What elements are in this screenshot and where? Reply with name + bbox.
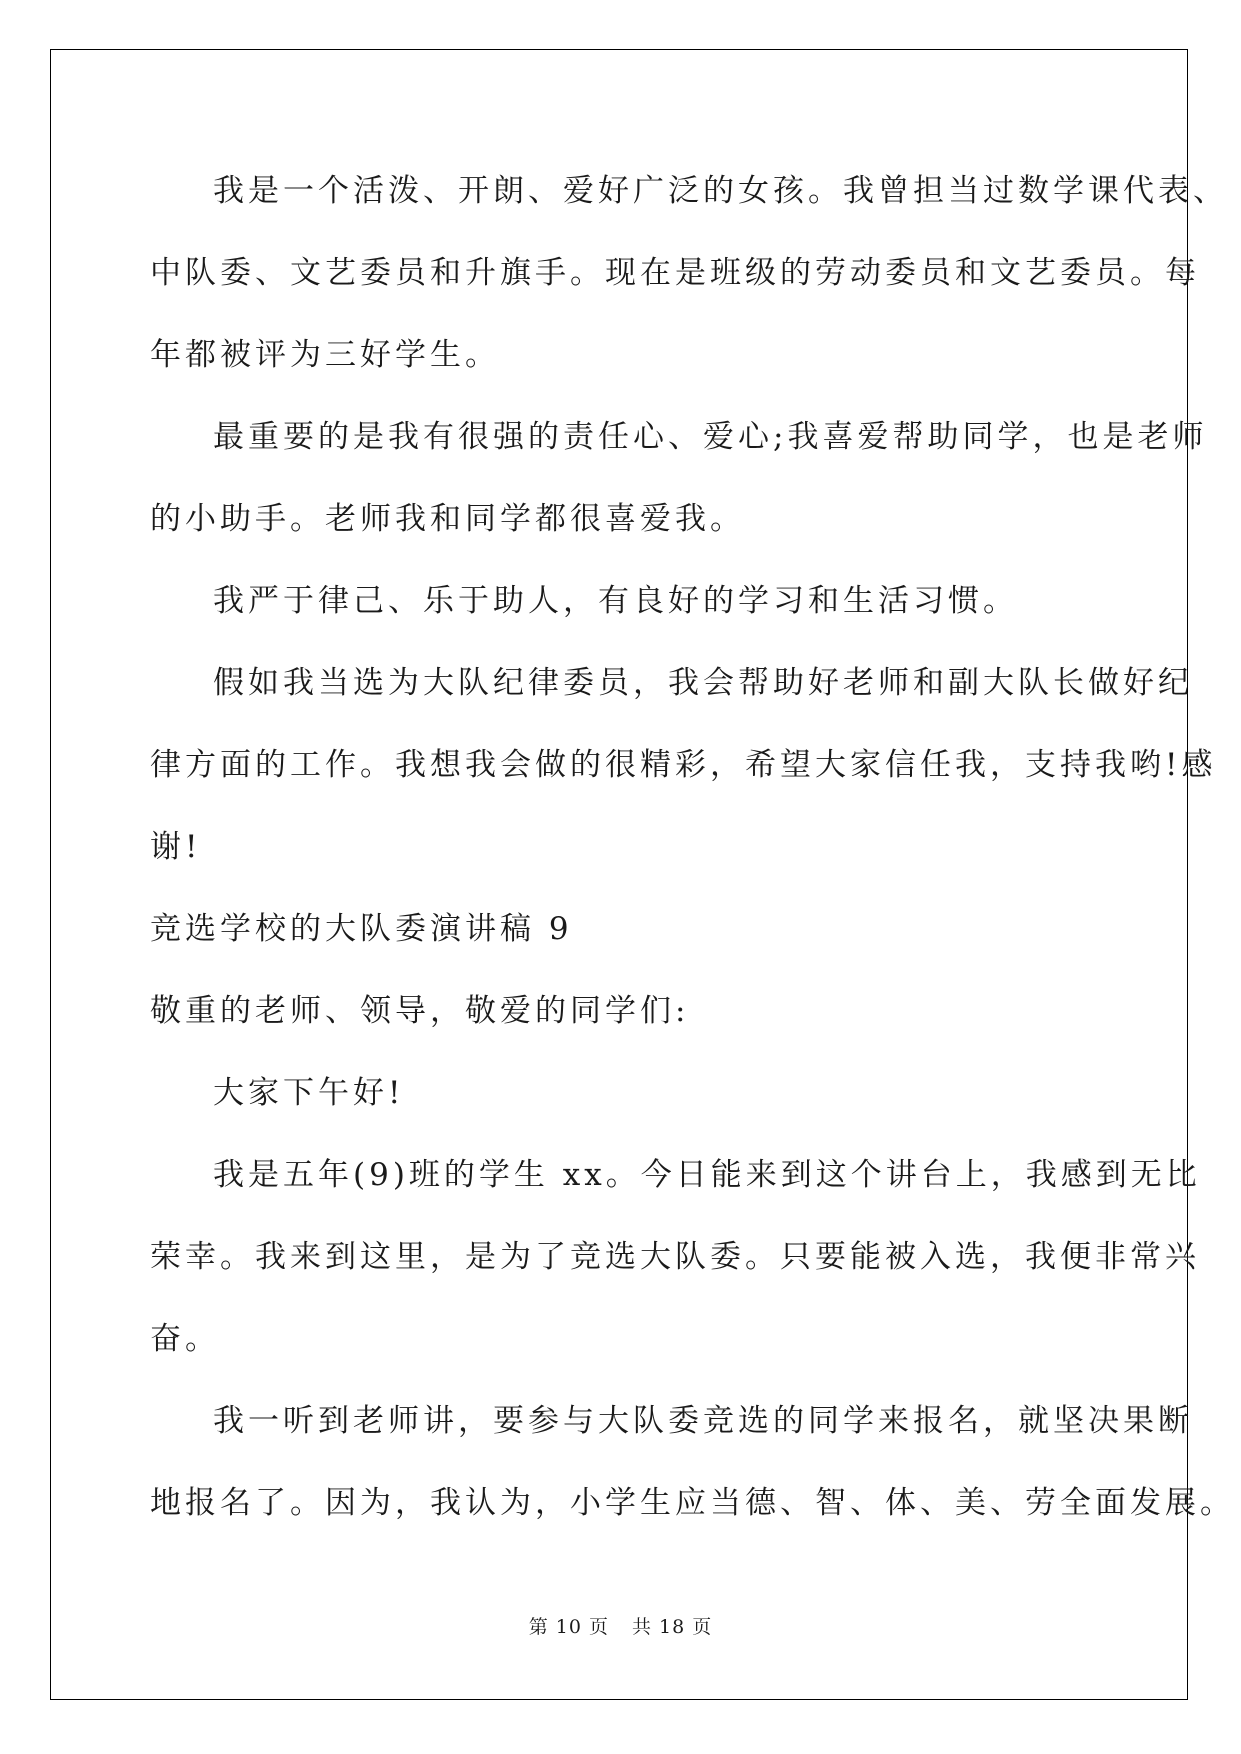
salutation: 敬重的老师、领导，敬爱的同学们: — [150, 993, 690, 1029]
page-total: 共 18 页 — [632, 1616, 713, 1638]
document-body — [150, 150, 1235, 1544]
text-line: 律方面的工作。我想我会做的很精彩，希望大家信任我，支持我哟!感 — [150, 747, 1217, 783]
text-line: 奋。 — [150, 1321, 220, 1357]
page-footer — [0, 1612, 1241, 1639]
text-line: 的小助手。老师我和同学都很喜爱我。 — [150, 501, 745, 537]
text-line: 我一听到老师讲，要参与大队委竞选的同学来报名，就坚决果断 — [213, 1403, 1193, 1439]
text-line: 我是一个活泼、开朗、爱好广泛的女孩。我曾担当过数学课代表、 — [213, 173, 1228, 209]
text-line: 荣幸。我来到这里，是为了竞选大队委。只要能被入选，我便非常兴 — [150, 1239, 1200, 1275]
text-line: 中队委、文艺委员和升旗手。现在是班级的劳动委员和文艺委员。每 — [150, 255, 1200, 291]
text-line: 年都被评为三好学生。 — [150, 337, 500, 373]
greeting: 大家下午好! — [213, 1075, 405, 1111]
text-line: 谢! — [150, 829, 202, 865]
text-line: 我是五年(9)班的学生 xx。今日能来到这个讲台上，我感到无比 — [213, 1157, 1201, 1193]
page-number: 第 10 页 — [528, 1616, 609, 1638]
section-heading: 竞选学校的大队委演讲稿 9 — [150, 911, 573, 947]
text-line: 我严于律己、乐于助人，有良好的学习和生活习惯。 — [213, 583, 1018, 619]
text-line: 最重要的是我有很强的责任心、爱心;我喜爱帮助同学，也是老师 — [213, 419, 1208, 455]
text-line: 假如我当选为大队纪律委员，我会帮助好老师和副大队长做好纪 — [213, 665, 1193, 701]
text-line: 地报名了。因为，我认为，小学生应当德、智、体、美、劳全面发展。 — [150, 1485, 1235, 1521]
